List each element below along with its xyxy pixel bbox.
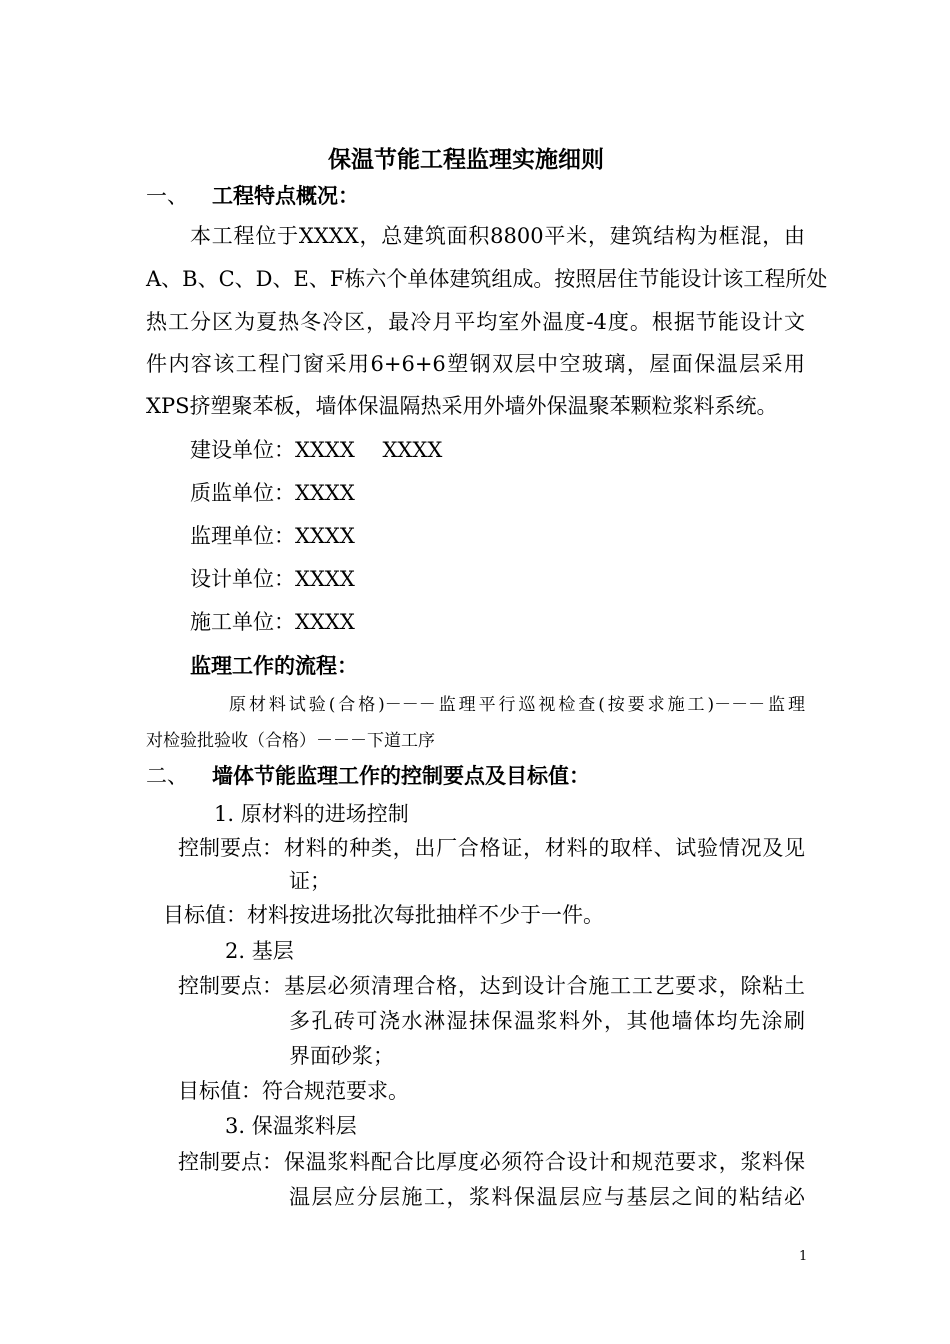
section-2-number: 二、 [146, 764, 188, 788]
item-1-label: 1. 原材料的进场控制 [214, 802, 409, 826]
paragraph-line: XPS挤塑聚苯板，墙体保温隔热采用外墙外保温聚苯颗粒浆料系统。 [146, 394, 778, 418]
item-3-control-label: 控制要点： [178, 1150, 283, 1174]
page-number: 1 [799, 1249, 808, 1264]
item-2-control-line: 多孔砖可浇水淋湿抹保温浆料外，其他墙体均先涂刷 [289, 1009, 805, 1033]
item-2-control-line: 界面砂浆； [289, 1044, 394, 1068]
item-3-control-line: 保温浆料配合比厚度必须符合设计和规范要求，浆料保 [284, 1150, 805, 1174]
construction-unit: 建设单位：XXXX XXXX [190, 438, 443, 462]
section-2-heading: 墙体节能监理工作的控制要点及目标值： [212, 763, 590, 788]
quality-supervision-unit: 质监单位：XXXX [190, 481, 355, 505]
paragraph-line: 件内容该工程门窗采用6+6+6塑钢双层中空玻璃，屋面保温层采用 [146, 352, 805, 376]
item-1-control-label: 控制要点： [178, 836, 283, 860]
supervision-unit: 监理单位：XXXX [190, 524, 355, 548]
item-2-target-text: 符合规范要求。 [262, 1079, 409, 1103]
document-title: 保温节能工程监理实施细则 [328, 146, 604, 173]
section-1-heading: 工程特点概况： [212, 183, 359, 208]
section-1-number: 一、 [146, 184, 188, 208]
paragraph-line: 热工分区为夏热冬冷区，最冷月平均室外温度-4度。根据节能设计文 [146, 310, 805, 334]
contractor-unit: 施工单位：XXXX [190, 610, 355, 634]
workflow-heading: 监理工作的流程： [190, 653, 358, 678]
item-1-control-line: 证； [289, 869, 331, 893]
item-1-target-label: 目标值： [163, 903, 247, 927]
item-2-control-label: 控制要点： [178, 974, 283, 998]
design-unit: 设计单位：XXXX [190, 567, 355, 591]
item-1-control-line: 材料的种类，出厂合格证，材料的取样、试验情况及见 [284, 836, 805, 860]
workflow-line: 原材料试验(合格)－－－监理平行巡视检查(按要求施工)－－－监理 [229, 695, 805, 715]
item-3-label: 3. 保温浆料层 [225, 1114, 357, 1138]
item-2-target-label: 目标值： [178, 1079, 262, 1103]
item-3-control-line: 温层应分层施工，浆料保温层应与基层之间的粘结必 [289, 1185, 805, 1209]
paragraph-line: A、B、C、D、E、F栋六个单体建筑组成。按照居住节能设计该工程所处 [146, 267, 828, 291]
workflow-line: 对检验批验收（合格）－－－下道工序 [146, 731, 435, 751]
item-1-target-text: 材料按进场批次每批抽样不少于一件。 [247, 903, 604, 927]
item-2-label: 2. 基层 [225, 939, 294, 963]
item-2-control-line: 基层必须清理合格，达到设计合施工工艺要求，除粘土 [284, 974, 805, 998]
paragraph-line: 本工程位于XXXX，总建筑面积8800平米，建筑结构为框混，由 [190, 224, 805, 248]
